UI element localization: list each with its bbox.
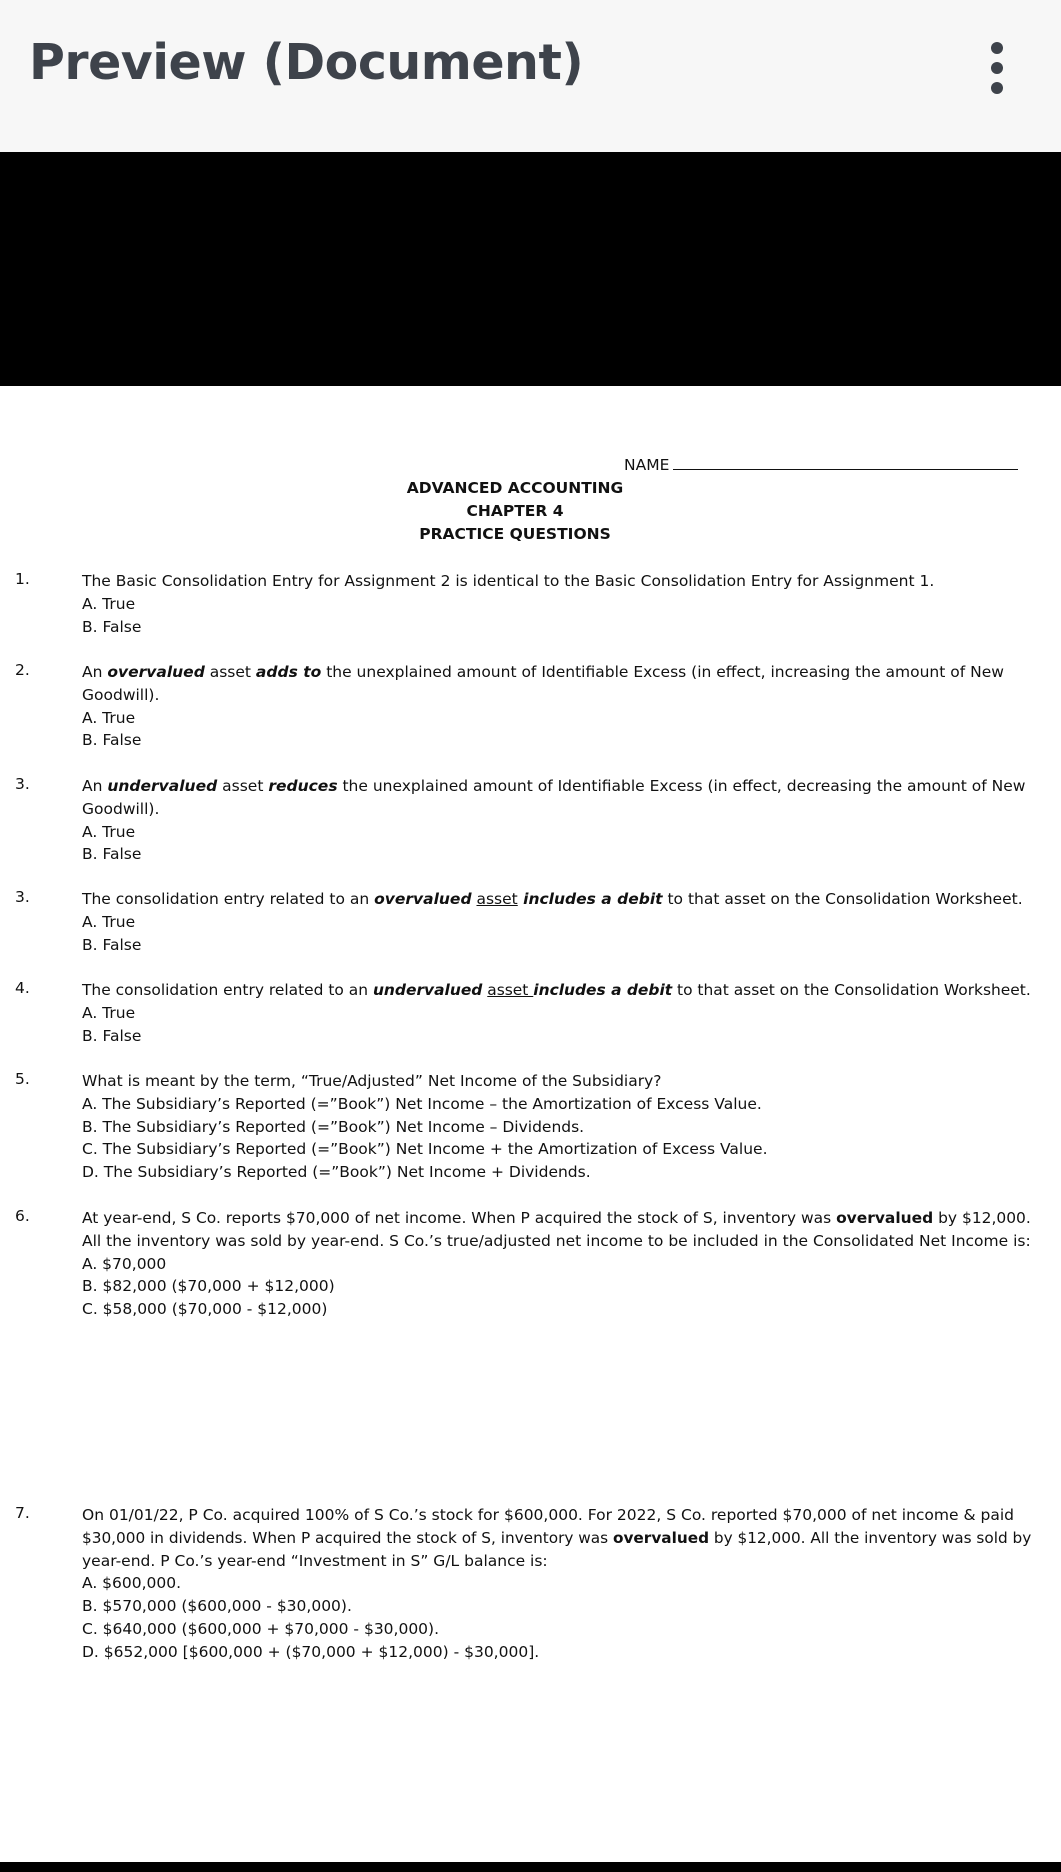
bottom-band — [0, 1862, 1061, 1872]
doc-heading: ADVANCED ACCOUNTING — [406, 479, 624, 497]
more-vert-icon[interactable] — [975, 36, 1017, 100]
doc-chapter: CHAPTER 4 — [466, 502, 564, 520]
doc-subtitle: PRACTICE QUESTIONS — [419, 525, 611, 543]
page-title: Preview (Document) — [29, 34, 584, 91]
document-page: NAME ADVANCED ACCOUNTING CHAPTER 4 PRACTICE QUESTIONS 1. The Basic Consolidation Entry for Assignment 2 is identical to the Basic Consolidation Entry for Assignment 1. A. True B. False 2. An overvalued asset adds to the unexplained amount of Identifiable Excess (in effect, increasing the amount of New Goodwill). A. True B. False 3. An undervalued asset reduces the unexplained amount of Identifiable Excess (in effect, decreasing the amount of New Goodwill). A. True B. False 3. The consolidation entry related to an overvalued asset includes a debit to that asset on the Consolidation Worksheet. A. True B. False 4. The consolidation entry related to an undervalued asset includes a debit to that asset on the Consolidation Worksheet. A. True B. False 5. What is meant by the term, “True/Adjusted” Net Income of the Subsidiary? A. The Subsidiary’s Reported (=”Book”) Net Income – the Amortization of Excess Value. B. The Subsidiary’s Reported (=”Book”) Net Income – Dividends. C. The Subsidiary’s Reported (=”Book”) Net Income + the Amortization of Excess Value. D. The Subsidiary’s Reported (=”Book”) Net Income + Dividends. 6. At year-end, S Co. reports $70,000 of net income. When P acquired the stock of S, inventory was overvalued by $12,000. All the inventory was sold by year-end. S Co.’s true/adjusted net income to be included in the Consolidated Net Income is: A. $70,000 B. $82,000 ($70,000 + $12,000) C. $58,000 ($70,000 - $12,000) 7. On 01/01/22, P Co. acquired 100% of S Co.’s stock for $600,000. For 2022, S Co. reported $70,000 of net income & paid $30,000 in dividends. When P acquired the stock of S, inventory was overvalued by $12,000. All the inventory was sold by year-end. P Co.’s year-end “Investment in S” G/L balance is: A. $600,000. B. $570,000 ($600,000 - $30,000). C. $640,000 ($600,000 + $70,000 - $30,000). D. $652,000 [$600,000 + ($70,000 + $12,000) - $30,000]. — [0, 386, 1061, 1862]
redacted-band — [0, 152, 1061, 386]
name-field: NAME — [624, 456, 1018, 474]
app-bar — [0, 0, 1061, 152]
